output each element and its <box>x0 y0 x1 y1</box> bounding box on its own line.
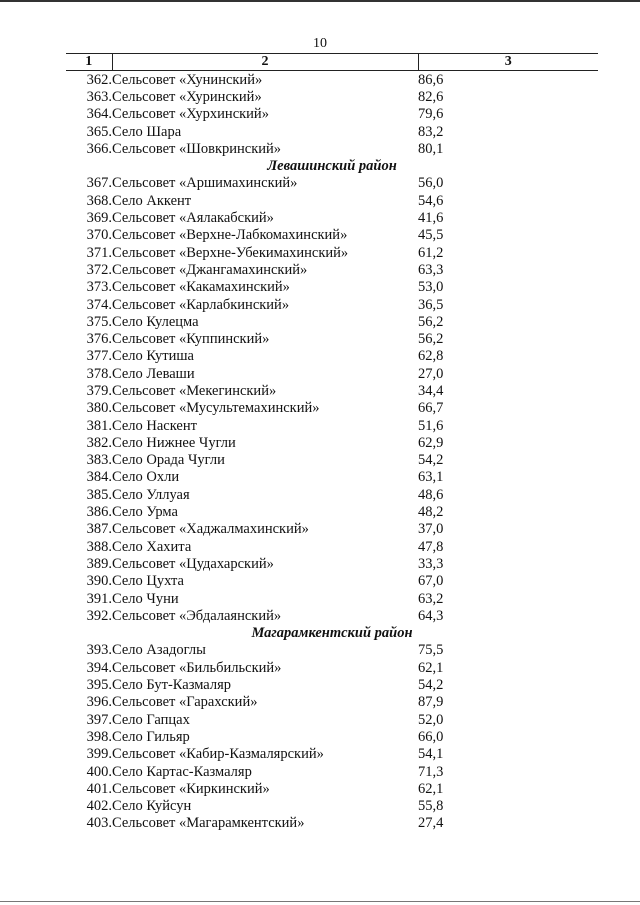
settlement-name: Сельсовет «Хурхинский» <box>112 106 269 123</box>
row-number: 369. <box>86 210 112 227</box>
settlement-name: Сельсовет «Эбдалаянский» <box>112 607 282 624</box>
table-row <box>66 71 598 89</box>
rate-value: 54,2 <box>418 452 444 469</box>
bottom-border <box>0 901 640 902</box>
row-number: 381. <box>86 417 112 434</box>
settlement-name: Село Азадоглы <box>112 642 206 659</box>
row-number: 397. <box>86 711 112 728</box>
column-header-value: 3 <box>418 54 598 71</box>
settlement-name: Село Куйсун <box>112 798 192 815</box>
top-border <box>0 0 640 2</box>
row-number: 396. <box>86 694 112 711</box>
settlement-name: Село Наскент <box>112 417 197 434</box>
settlement-name: Село Аккент <box>112 192 192 209</box>
settlement-name: Сельсовет «Киркинский» <box>112 780 270 797</box>
table-row <box>66 261 598 278</box>
table-row <box>66 123 598 140</box>
rate-value: 61,2 <box>418 244 444 261</box>
table-row <box>66 694 598 711</box>
row-number: 384. <box>86 469 112 486</box>
settlement-name: Сельсовет «Джангамахинский» <box>112 261 308 278</box>
rate-value: 62,1 <box>418 780 444 797</box>
settlement-name: Село Кутиша <box>112 348 194 365</box>
settlement-name: Село Чуни <box>112 590 179 607</box>
row-number: 383. <box>86 452 112 469</box>
rate-value: 27,0 <box>418 365 444 382</box>
rate-value: 34,4 <box>418 382 444 399</box>
rate-value: 75,5 <box>418 642 444 659</box>
rate-value: 52,0 <box>418 711 444 728</box>
rate-value: 54,6 <box>418 192 444 209</box>
table-row <box>66 434 598 451</box>
table-row <box>66 780 598 797</box>
settlement-name: Село Цухта <box>112 573 184 590</box>
rate-value: 63,1 <box>418 469 444 486</box>
table-row <box>66 175 598 192</box>
row-number: 394. <box>86 659 112 676</box>
table-row <box>66 676 598 693</box>
row-number: 374. <box>86 296 112 313</box>
table-row <box>66 469 598 486</box>
table-row <box>66 348 598 365</box>
table-row <box>66 573 598 590</box>
row-number: 368. <box>86 192 112 209</box>
settlement-name: Село Охли <box>112 469 180 486</box>
rate-value: 62,1 <box>418 659 444 676</box>
table-row <box>66 521 598 538</box>
settlement-name: Сельсовет «Верхне-Лабкомахинский» <box>112 227 348 244</box>
table-header-row <box>66 54 598 71</box>
settlement-name: Село Хахита <box>112 538 192 555</box>
settlement-name: Сельсовет «Аялакабский» <box>112 210 274 227</box>
rate-value: 86,6 <box>418 71 444 88</box>
settlement-name: Сельсовет «Мусультемахинский» <box>112 400 320 417</box>
row-number: 373. <box>86 279 112 296</box>
settlement-name: Сельсовет «Хунинский» <box>112 71 263 88</box>
rate-value: 33,3 <box>418 555 444 572</box>
row-number: 362. <box>86 71 112 88</box>
settlement-name: Село Бут-Казмаляр <box>112 677 232 694</box>
table-row <box>66 815 598 832</box>
column-header-name: 2 <box>112 54 418 71</box>
settlement-name: Сельсовет «Шовкринский» <box>112 140 282 157</box>
table-row <box>66 486 598 503</box>
district-heading-row <box>66 157 598 174</box>
rate-value: 41,6 <box>418 210 444 227</box>
settlement-name: Сельсовет «Карлабкинский» <box>112 296 290 313</box>
settlement-name: Село Кулецма <box>112 313 199 330</box>
district-heading: Магарамкентский район <box>251 625 413 642</box>
settlement-name: Сельсовет «Кабир-Казмалярский» <box>112 746 324 763</box>
rate-value: 56,2 <box>418 313 444 330</box>
row-number: 389. <box>86 555 112 572</box>
settlement-name: Село Гапцах <box>112 711 190 728</box>
row-number: 366. <box>86 140 112 157</box>
row-number: 363. <box>86 88 112 105</box>
rate-value: 51,6 <box>418 417 444 434</box>
table-row <box>66 209 598 226</box>
row-number: 402. <box>86 798 112 815</box>
row-number: 371. <box>86 244 112 261</box>
row-number: 377. <box>86 348 112 365</box>
table-row <box>66 538 598 555</box>
column-header-number: 1 <box>66 54 112 71</box>
settlement-name: Село Орада Чугли <box>112 452 225 469</box>
row-number: 379. <box>86 382 112 399</box>
row-number: 398. <box>86 728 112 745</box>
row-number: 386. <box>86 504 112 521</box>
settlement-name: Сельсовет «Куппинский» <box>112 331 270 348</box>
rate-value: 62,9 <box>418 434 444 451</box>
rate-value: 82,6 <box>418 88 444 105</box>
row-number: 378. <box>86 365 112 382</box>
table-row <box>66 746 598 763</box>
table-row <box>66 279 598 296</box>
rate-value: 54,2 <box>418 677 444 694</box>
rate-value: 83,2 <box>418 123 444 140</box>
table-row <box>66 452 598 469</box>
row-number: 395. <box>86 677 112 694</box>
row-number: 401. <box>86 780 112 797</box>
row-number: 380. <box>86 400 112 417</box>
row-number: 367. <box>86 175 112 192</box>
table-row <box>66 728 598 745</box>
rate-value: 48,2 <box>418 504 444 521</box>
rate-value: 55,8 <box>418 798 444 815</box>
rate-value: 67,0 <box>418 573 444 590</box>
settlement-name: Сельсовет «Какамахинский» <box>112 279 290 296</box>
table-row <box>66 227 598 244</box>
table-row <box>66 296 598 313</box>
settlement-name: Сельсовет «Хуринский» <box>112 88 262 105</box>
row-number: 382. <box>86 434 112 451</box>
table-row <box>66 417 598 434</box>
settlement-name: Село Нижнее Чугли <box>112 434 236 451</box>
table-row <box>66 88 598 105</box>
row-number: 392. <box>86 607 112 624</box>
rate-value: 36,5 <box>418 296 444 313</box>
table-row <box>66 140 598 157</box>
rate-value: 66,0 <box>418 728 444 745</box>
row-number: 400. <box>86 763 112 780</box>
table-row <box>66 659 598 676</box>
row-number: 370. <box>86 227 112 244</box>
row-number: 403. <box>86 815 112 832</box>
page-number: 10 <box>313 36 327 51</box>
row-number: 387. <box>86 521 112 538</box>
table-row <box>66 244 598 261</box>
table-row <box>66 192 598 209</box>
table-row <box>66 400 598 417</box>
rate-value: 87,9 <box>418 694 444 711</box>
table-row <box>66 607 598 624</box>
rate-value: 64,3 <box>418 607 444 624</box>
rate-value: 56,2 <box>418 331 444 348</box>
settlement-name: Сельсовет «Хаджалмахинский» <box>112 521 309 538</box>
rate-value: 54,1 <box>418 746 444 763</box>
rates-table <box>66 53 598 832</box>
settlement-name: Сельсовет «Цудахарский» <box>112 555 274 572</box>
row-number: 391. <box>86 590 112 607</box>
rate-value: 62,8 <box>418 348 444 365</box>
row-number: 399. <box>86 746 112 763</box>
rate-value: 53,0 <box>418 279 444 296</box>
row-number: 385. <box>86 486 112 503</box>
row-number: 375. <box>86 313 112 330</box>
table-row <box>66 555 598 572</box>
row-number: 388. <box>86 538 112 555</box>
settlement-name: Село Картас-Казмаляр <box>112 763 252 780</box>
district-heading-row <box>66 625 598 642</box>
settlement-name: Сельсовет «Бильбильский» <box>112 659 282 676</box>
table-row <box>66 365 598 382</box>
row-number: 393. <box>86 642 112 659</box>
rate-value: 45,5 <box>418 227 444 244</box>
table-row <box>66 590 598 607</box>
table-row <box>66 503 598 520</box>
settlement-name: Село Гильяр <box>112 728 190 745</box>
row-number: 365. <box>86 123 112 140</box>
settlement-name: Село Шара <box>112 123 182 140</box>
rate-value: 27,4 <box>418 815 444 832</box>
table-row <box>66 711 598 728</box>
table-row <box>66 642 598 659</box>
rate-value: 79,6 <box>418 106 444 123</box>
settlement-name: Сельсовет «Аршимахинский» <box>112 175 298 192</box>
table-row <box>66 797 598 814</box>
rate-value: 71,3 <box>418 763 444 780</box>
settlement-name: Сельсовет «Магарамкентский» <box>112 815 305 832</box>
rate-value: 63,3 <box>418 261 444 278</box>
table-row <box>66 330 598 347</box>
settlement-name: Сельсовет «Мекегинский» <box>112 382 277 399</box>
rate-value: 80,1 <box>418 140 444 157</box>
row-number: 390. <box>86 573 112 590</box>
rate-value: 48,6 <box>418 486 444 503</box>
settlement-name: Село Уллуая <box>112 486 190 503</box>
table-row <box>66 382 598 399</box>
rate-value: 63,2 <box>418 590 444 607</box>
row-number: 376. <box>86 331 112 348</box>
district-heading: Левашинский район <box>267 158 397 175</box>
settlement-name: Село Леваши <box>112 365 195 382</box>
settlement-name: Сельсовет «Гарахский» <box>112 694 258 711</box>
table-row <box>66 313 598 330</box>
row-number: 372. <box>86 261 112 278</box>
rate-value: 56,0 <box>418 175 444 192</box>
rate-value: 47,8 <box>418 538 444 555</box>
rate-value: 37,0 <box>418 521 444 538</box>
table-row <box>66 106 598 123</box>
table-row <box>66 763 598 780</box>
row-number: 364. <box>86 106 112 123</box>
rate-value: 66,7 <box>418 400 444 417</box>
settlement-name: Сельсовет «Верхне-Убекимахинский» <box>112 244 349 261</box>
settlement-name: Село Урма <box>112 504 178 521</box>
table-body <box>66 71 598 833</box>
